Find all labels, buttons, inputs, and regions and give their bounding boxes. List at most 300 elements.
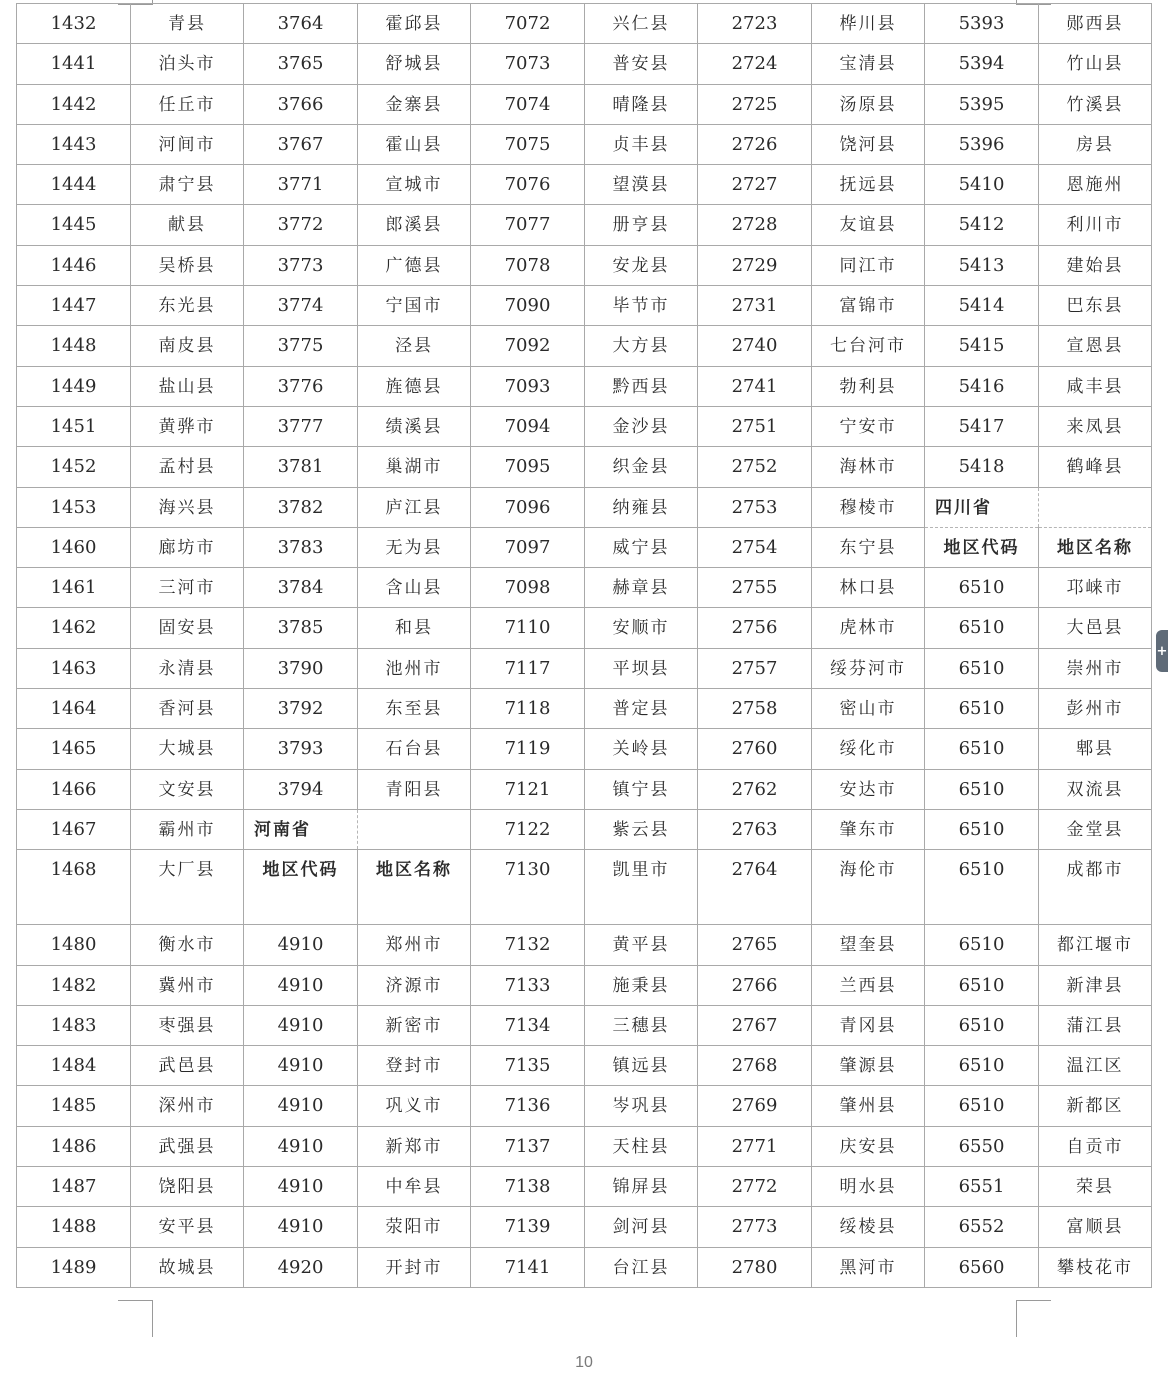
table-row xyxy=(17,245,1152,285)
table-cell: 1463 xyxy=(17,648,131,688)
table-cell: 7119 xyxy=(471,729,585,769)
table-cell: 凯里市 xyxy=(585,850,698,925)
table-cell: 1482 xyxy=(17,965,131,1005)
table-cell: 1442 xyxy=(17,84,131,124)
table-cell: 庐江县 xyxy=(358,487,471,527)
table-cell: 7074 xyxy=(471,84,585,124)
table-cell: 3782 xyxy=(244,487,358,527)
table-cell: 贞丰县 xyxy=(585,124,698,164)
table-cell: 镇宁县 xyxy=(585,769,698,809)
table-cell: 1452 xyxy=(17,447,131,487)
table-cell: 竹山县 xyxy=(1039,44,1152,84)
table-row xyxy=(17,165,1152,205)
table-cell: 新郑市 xyxy=(358,1126,471,1166)
table-cell: 旌德县 xyxy=(358,366,471,406)
table-cell: 富顺县 xyxy=(1039,1207,1152,1247)
table-cell: 1432 xyxy=(17,4,131,44)
table-cell: 七台河市 xyxy=(812,326,925,366)
table-cell: 穆棱市 xyxy=(812,487,925,527)
table-cell: 双流县 xyxy=(1039,769,1152,809)
table-cell: 温江区 xyxy=(1039,1046,1152,1086)
table-cell: 2741 xyxy=(698,366,812,406)
table-cell: 7118 xyxy=(471,689,585,729)
table-cell: 2765 xyxy=(698,925,812,965)
table-cell: 大方县 xyxy=(585,326,698,366)
table-cell: 1465 xyxy=(17,729,131,769)
table-cell: 7093 xyxy=(471,366,585,406)
table-row xyxy=(17,326,1152,366)
table-cell: 廊坊市 xyxy=(131,527,244,567)
table-cell: 3777 xyxy=(244,406,358,446)
table-cell: 和县 xyxy=(358,608,471,648)
table-row xyxy=(17,44,1152,84)
table-cell: 故城县 xyxy=(131,1247,244,1287)
table-cell: 7092 xyxy=(471,326,585,366)
table-cell: 4910 xyxy=(244,1086,358,1126)
table-cell: 2767 xyxy=(698,1005,812,1045)
table-cell: 饶河县 xyxy=(812,124,925,164)
table-cell: 6510 xyxy=(925,689,1039,729)
table-cell: 3771 xyxy=(244,165,358,205)
table-cell: 三穗县 xyxy=(585,1005,698,1045)
table-row xyxy=(17,1247,1152,1287)
table-cell: 2780 xyxy=(698,1247,812,1287)
table-cell: 1480 xyxy=(17,925,131,965)
table-cell: 2772 xyxy=(698,1167,812,1207)
table-cell: 荣县 xyxy=(1039,1167,1152,1207)
table-cell: 海林市 xyxy=(812,447,925,487)
table-cell: 7072 xyxy=(471,4,585,44)
table-cell: 1487 xyxy=(17,1167,131,1207)
table-cell: 天柱县 xyxy=(585,1126,698,1166)
table-cell: 2756 xyxy=(698,608,812,648)
table-cell: 7138 xyxy=(471,1167,585,1207)
table-cell: 1461 xyxy=(17,568,131,608)
table-cell: 肇州县 xyxy=(812,1086,925,1126)
table-cell: 5415 xyxy=(925,326,1039,366)
table-cell: 7137 xyxy=(471,1126,585,1166)
table-cell: 2724 xyxy=(698,44,812,84)
table-cell: 冀州市 xyxy=(131,965,244,1005)
table-cell: 大厂县 xyxy=(131,850,244,925)
table-cell: 饶阳县 xyxy=(131,1167,244,1207)
table-cell: 3765 xyxy=(244,44,358,84)
table-cell: 6550 xyxy=(925,1126,1039,1166)
table-cell: 3792 xyxy=(244,689,358,729)
table-cell: 含山县 xyxy=(358,568,471,608)
table-cell: 2766 xyxy=(698,965,812,1005)
table-cell: 5395 xyxy=(925,84,1039,124)
table-cell: 织金县 xyxy=(585,447,698,487)
table-cell: 宣城市 xyxy=(358,165,471,205)
table-cell: 3790 xyxy=(244,648,358,688)
table-cell: 3774 xyxy=(244,286,358,326)
table-section-middle xyxy=(17,568,1152,810)
table-cell: 3766 xyxy=(244,84,358,124)
table-cell: 鹤峰县 xyxy=(1039,447,1152,487)
table-cell: 紫云县 xyxy=(585,809,698,849)
table-cell: 4910 xyxy=(244,1046,358,1086)
table-cell: 1449 xyxy=(17,366,131,406)
table-cell: 宁安市 xyxy=(812,406,925,446)
table-cell: 7095 xyxy=(471,447,585,487)
table-cell: 金堂县 xyxy=(1039,809,1152,849)
table-cell: 青县 xyxy=(131,4,244,44)
table-cell: 香河县 xyxy=(131,689,244,729)
side-expand-button[interactable]: + xyxy=(1156,630,1168,672)
column-header-region-name: 地区名称 xyxy=(1039,527,1152,567)
table-cell: 3775 xyxy=(244,326,358,366)
table-cell: 郫县 xyxy=(1039,729,1152,769)
table-cell-empty xyxy=(1039,487,1152,527)
table-cell: 三河市 xyxy=(131,568,244,608)
table-row xyxy=(17,286,1152,326)
table-cell: 2758 xyxy=(698,689,812,729)
table-cell: 东至县 xyxy=(358,689,471,729)
table-cell: 霍邱县 xyxy=(358,4,471,44)
table-cell: 威宁县 xyxy=(585,527,698,567)
table-section-bottom xyxy=(17,925,1152,1288)
table-cell: 4910 xyxy=(244,1126,358,1166)
table-cell: 1445 xyxy=(17,205,131,245)
table-cell: 6510 xyxy=(925,1005,1039,1045)
table-cell: 来凤县 xyxy=(1039,406,1152,446)
crop-mark-bottom-left xyxy=(118,1300,153,1337)
table-row xyxy=(17,124,1152,164)
table-cell: 2731 xyxy=(698,286,812,326)
table-cell: 3776 xyxy=(244,366,358,406)
table-cell: 友谊县 xyxy=(812,205,925,245)
table-cell: 望漠县 xyxy=(585,165,698,205)
table-row xyxy=(17,366,1152,406)
table-cell: 6510 xyxy=(925,729,1039,769)
region-code-table xyxy=(16,3,1152,1288)
table-row xyxy=(17,648,1152,688)
table-cell: 固安县 xyxy=(131,608,244,648)
table-cell: 绥芬河市 xyxy=(812,648,925,688)
table-cell: 海伦市 xyxy=(812,850,925,925)
table-cell: 1460 xyxy=(17,527,131,567)
table-cell: 2727 xyxy=(698,165,812,205)
table-cell: 7078 xyxy=(471,245,585,285)
table-cell: 青冈县 xyxy=(812,1005,925,1045)
table-cell: 安达市 xyxy=(812,769,925,809)
table-cell: 1464 xyxy=(17,689,131,729)
table-cell: 7077 xyxy=(471,205,585,245)
table-row xyxy=(17,965,1152,1005)
table-cell: 6510 xyxy=(925,648,1039,688)
table-cell: 1451 xyxy=(17,406,131,446)
table-cell: 7130 xyxy=(471,850,585,925)
table-cell: 1484 xyxy=(17,1046,131,1086)
table-cell: 4910 xyxy=(244,965,358,1005)
table-cell: 2729 xyxy=(698,245,812,285)
table-cell: 6551 xyxy=(925,1167,1039,1207)
table-cell: 金寨县 xyxy=(358,84,471,124)
table-cell: 3785 xyxy=(244,608,358,648)
table-cell: 1485 xyxy=(17,1086,131,1126)
table-cell: 黔西县 xyxy=(585,366,698,406)
table-cell: 建始县 xyxy=(1039,245,1152,285)
table-cell: 南皮县 xyxy=(131,326,244,366)
table-cell: 霍山县 xyxy=(358,124,471,164)
table-cell: 盐山县 xyxy=(131,366,244,406)
table-cell: 1488 xyxy=(17,1207,131,1247)
table-cell: 明水县 xyxy=(812,1167,925,1207)
table-cell: 东光县 xyxy=(131,286,244,326)
table-row xyxy=(17,850,1152,925)
column-header-region-name: 地区名称 xyxy=(358,850,471,925)
table-row xyxy=(17,1126,1152,1166)
table-cell: 郧西县 xyxy=(1039,4,1152,44)
table-cell: 6560 xyxy=(925,1247,1039,1287)
table-cell: 大城县 xyxy=(131,729,244,769)
table-cell: 新都区 xyxy=(1039,1086,1152,1126)
table-cell: 1489 xyxy=(17,1247,131,1287)
table-cell: 册亨县 xyxy=(585,205,698,245)
table-cell: 2768 xyxy=(698,1046,812,1086)
table-cell: 施秉县 xyxy=(585,965,698,1005)
table-cell: 2726 xyxy=(698,124,812,164)
table-cell: 5413 xyxy=(925,245,1039,285)
table-cell: 7075 xyxy=(471,124,585,164)
table-cell: 7133 xyxy=(471,965,585,1005)
table-row xyxy=(17,1207,1152,1247)
table-cell: 2773 xyxy=(698,1207,812,1247)
table-cell: 无为县 xyxy=(358,527,471,567)
table-cell: 开封市 xyxy=(358,1247,471,1287)
table-cell: 关岭县 xyxy=(585,729,698,769)
table-cell: 3773 xyxy=(244,245,358,285)
table-cell: 3794 xyxy=(244,769,358,809)
table-cell: 6510 xyxy=(925,1046,1039,1086)
table-cell: 虎林市 xyxy=(812,608,925,648)
table-cell: 3781 xyxy=(244,447,358,487)
table-cell: 2753 xyxy=(698,487,812,527)
table-cell: 池州市 xyxy=(358,648,471,688)
table-cell: 6510 xyxy=(925,608,1039,648)
table-cell: 绥棱县 xyxy=(812,1207,925,1247)
table-cell: 锦屏县 xyxy=(585,1167,698,1207)
table-cell: 中牟县 xyxy=(358,1167,471,1207)
table-cell: 林口县 xyxy=(812,568,925,608)
table-cell: 1467 xyxy=(17,809,131,849)
page-number: 10 xyxy=(575,1354,593,1371)
table-cell: 7135 xyxy=(471,1046,585,1086)
table-cell: 2752 xyxy=(698,447,812,487)
table-row xyxy=(17,1046,1152,1086)
table-cell: 7110 xyxy=(471,608,585,648)
table-cell: 兰西县 xyxy=(812,965,925,1005)
table-cell: 1486 xyxy=(17,1126,131,1166)
table-cell: 1466 xyxy=(17,769,131,809)
table-cell: 深州市 xyxy=(131,1086,244,1126)
table-cell: 房县 xyxy=(1039,124,1152,164)
table-cell: 黄骅市 xyxy=(131,406,244,446)
table-cell: 舒城县 xyxy=(358,44,471,84)
table-cell: 1453 xyxy=(17,487,131,527)
table-cell-empty xyxy=(358,809,471,849)
table-cell: 1444 xyxy=(17,165,131,205)
table-cell: 海兴县 xyxy=(131,487,244,527)
table-cell: 抚远县 xyxy=(812,165,925,205)
table-cell: 赫章县 xyxy=(585,568,698,608)
table-cell: 2757 xyxy=(698,648,812,688)
table-cell: 晴隆县 xyxy=(585,84,698,124)
table-cell: 5416 xyxy=(925,366,1039,406)
table-cell: 泊头市 xyxy=(131,44,244,84)
column-header-region-code: 地区代码 xyxy=(925,527,1039,567)
table-cell: 文安县 xyxy=(131,769,244,809)
table-cell: 金沙县 xyxy=(585,406,698,446)
table-cell: 7073 xyxy=(471,44,585,84)
province-title-henan: 河南省 xyxy=(244,809,358,849)
table-cell: 孟村县 xyxy=(131,447,244,487)
table-cell: 绥化市 xyxy=(812,729,925,769)
table-cell: 7094 xyxy=(471,406,585,446)
table-cell: 新密市 xyxy=(358,1005,471,1045)
table-cell: 7117 xyxy=(471,648,585,688)
table-cell: 2754 xyxy=(698,527,812,567)
table-cell: 黑河市 xyxy=(812,1247,925,1287)
table-cell: 2769 xyxy=(698,1086,812,1126)
table-cell: 吴桥县 xyxy=(131,245,244,285)
table-cell: 7136 xyxy=(471,1086,585,1126)
table-row xyxy=(17,769,1152,809)
table-cell: 河间市 xyxy=(131,124,244,164)
table-cell: 安龙县 xyxy=(585,245,698,285)
table-cell: 2725 xyxy=(698,84,812,124)
table-cell: 肃宁县 xyxy=(131,165,244,205)
table-cell: 崇州市 xyxy=(1039,648,1152,688)
table-cell: 7132 xyxy=(471,925,585,965)
table-cell: 2764 xyxy=(698,850,812,925)
table-cell: 石台县 xyxy=(358,729,471,769)
table-cell: 2751 xyxy=(698,406,812,446)
table-row xyxy=(17,729,1152,769)
table-cell: 绩溪县 xyxy=(358,406,471,446)
table-cell: 1447 xyxy=(17,286,131,326)
table-row xyxy=(17,447,1152,487)
table-row xyxy=(17,1086,1152,1126)
table-cell: 3772 xyxy=(244,205,358,245)
crop-mark-bottom-right xyxy=(1016,1300,1051,1337)
table-cell: 荥阳市 xyxy=(358,1207,471,1247)
table-cell: 汤原县 xyxy=(812,84,925,124)
table-cell: 5412 xyxy=(925,205,1039,245)
table-cell: 7098 xyxy=(471,568,585,608)
table-row xyxy=(17,205,1152,245)
table-row xyxy=(17,84,1152,124)
table-cell: 5394 xyxy=(925,44,1039,84)
table-cell: 5417 xyxy=(925,406,1039,446)
table-cell: 台江县 xyxy=(585,1247,698,1287)
table-cell: 泾县 xyxy=(358,326,471,366)
table-row xyxy=(17,689,1152,729)
table-cell: 东宁县 xyxy=(812,527,925,567)
table-cell: 3784 xyxy=(244,568,358,608)
table-cell: 黄平县 xyxy=(585,925,698,965)
table-cell: 3764 xyxy=(244,4,358,44)
table-cell: 4910 xyxy=(244,1005,358,1045)
table-cell: 3767 xyxy=(244,124,358,164)
table-row xyxy=(17,4,1152,44)
table-row xyxy=(17,1005,1152,1045)
table-cell: 平坝县 xyxy=(585,648,698,688)
table-cell: 邛崃市 xyxy=(1039,568,1152,608)
table-cell: 2740 xyxy=(698,326,812,366)
table-cell: 密山市 xyxy=(812,689,925,729)
table-cell: 利川市 xyxy=(1039,205,1152,245)
table-cell: 郑州市 xyxy=(358,925,471,965)
table-cell: 勃利县 xyxy=(812,366,925,406)
table-cell: 5418 xyxy=(925,447,1039,487)
table-cell: 1462 xyxy=(17,608,131,648)
table-cell: 青阳县 xyxy=(358,769,471,809)
table-cell: 安平县 xyxy=(131,1207,244,1247)
table-cell: 大邑县 xyxy=(1039,608,1152,648)
table-cell: 武强县 xyxy=(131,1126,244,1166)
table-section-top xyxy=(17,4,1152,488)
table-cell: 1446 xyxy=(17,245,131,285)
table-row xyxy=(17,809,1152,849)
table-cell: 同江市 xyxy=(812,245,925,285)
table-cell: 2771 xyxy=(698,1126,812,1166)
table-cell: 1441 xyxy=(17,44,131,84)
table-cell: 2763 xyxy=(698,809,812,849)
table-cell: 2723 xyxy=(698,4,812,44)
table-cell: 桦川县 xyxy=(812,4,925,44)
table-cell: 镇远县 xyxy=(585,1046,698,1086)
table-cell: 咸丰县 xyxy=(1039,366,1152,406)
province-title-sichuan: 四川省 xyxy=(925,487,1039,527)
table-cell: 7141 xyxy=(471,1247,585,1287)
table-cell: 巢湖市 xyxy=(358,447,471,487)
table-cell: 2760 xyxy=(698,729,812,769)
table-cell: 都江堰市 xyxy=(1039,925,1152,965)
table-cell: 纳雍县 xyxy=(585,487,698,527)
table-cell: 宝清县 xyxy=(812,44,925,84)
table-cell: 2755 xyxy=(698,568,812,608)
table-cell: 6510 xyxy=(925,568,1039,608)
table-cell: 献县 xyxy=(131,205,244,245)
table-row xyxy=(17,608,1152,648)
table-row xyxy=(17,527,1152,567)
table-row xyxy=(17,487,1152,527)
table-cell: 7134 xyxy=(471,1005,585,1045)
table-cell: 6552 xyxy=(925,1207,1039,1247)
table-cell: 广德县 xyxy=(358,245,471,285)
table-cell: 安顺市 xyxy=(585,608,698,648)
table-cell: 4910 xyxy=(244,925,358,965)
table-cell: 郎溪县 xyxy=(358,205,471,245)
table-cell: 富锦市 xyxy=(812,286,925,326)
table-cell: 永清县 xyxy=(131,648,244,688)
table-cell: 7096 xyxy=(471,487,585,527)
table-cell: 7076 xyxy=(471,165,585,205)
table-cell: 武邑县 xyxy=(131,1046,244,1086)
table-cell: 恩施州 xyxy=(1039,165,1152,205)
table-cell: 肇东市 xyxy=(812,809,925,849)
table-cell: 蒲江县 xyxy=(1039,1005,1152,1045)
table-cell: 自贡市 xyxy=(1039,1126,1152,1166)
table-cell: 4910 xyxy=(244,1167,358,1207)
table-cell: 7090 xyxy=(471,286,585,326)
table-cell: 6510 xyxy=(925,925,1039,965)
table-cell: 7122 xyxy=(471,809,585,849)
table-cell: 7121 xyxy=(471,769,585,809)
table-cell: 霸州市 xyxy=(131,809,244,849)
